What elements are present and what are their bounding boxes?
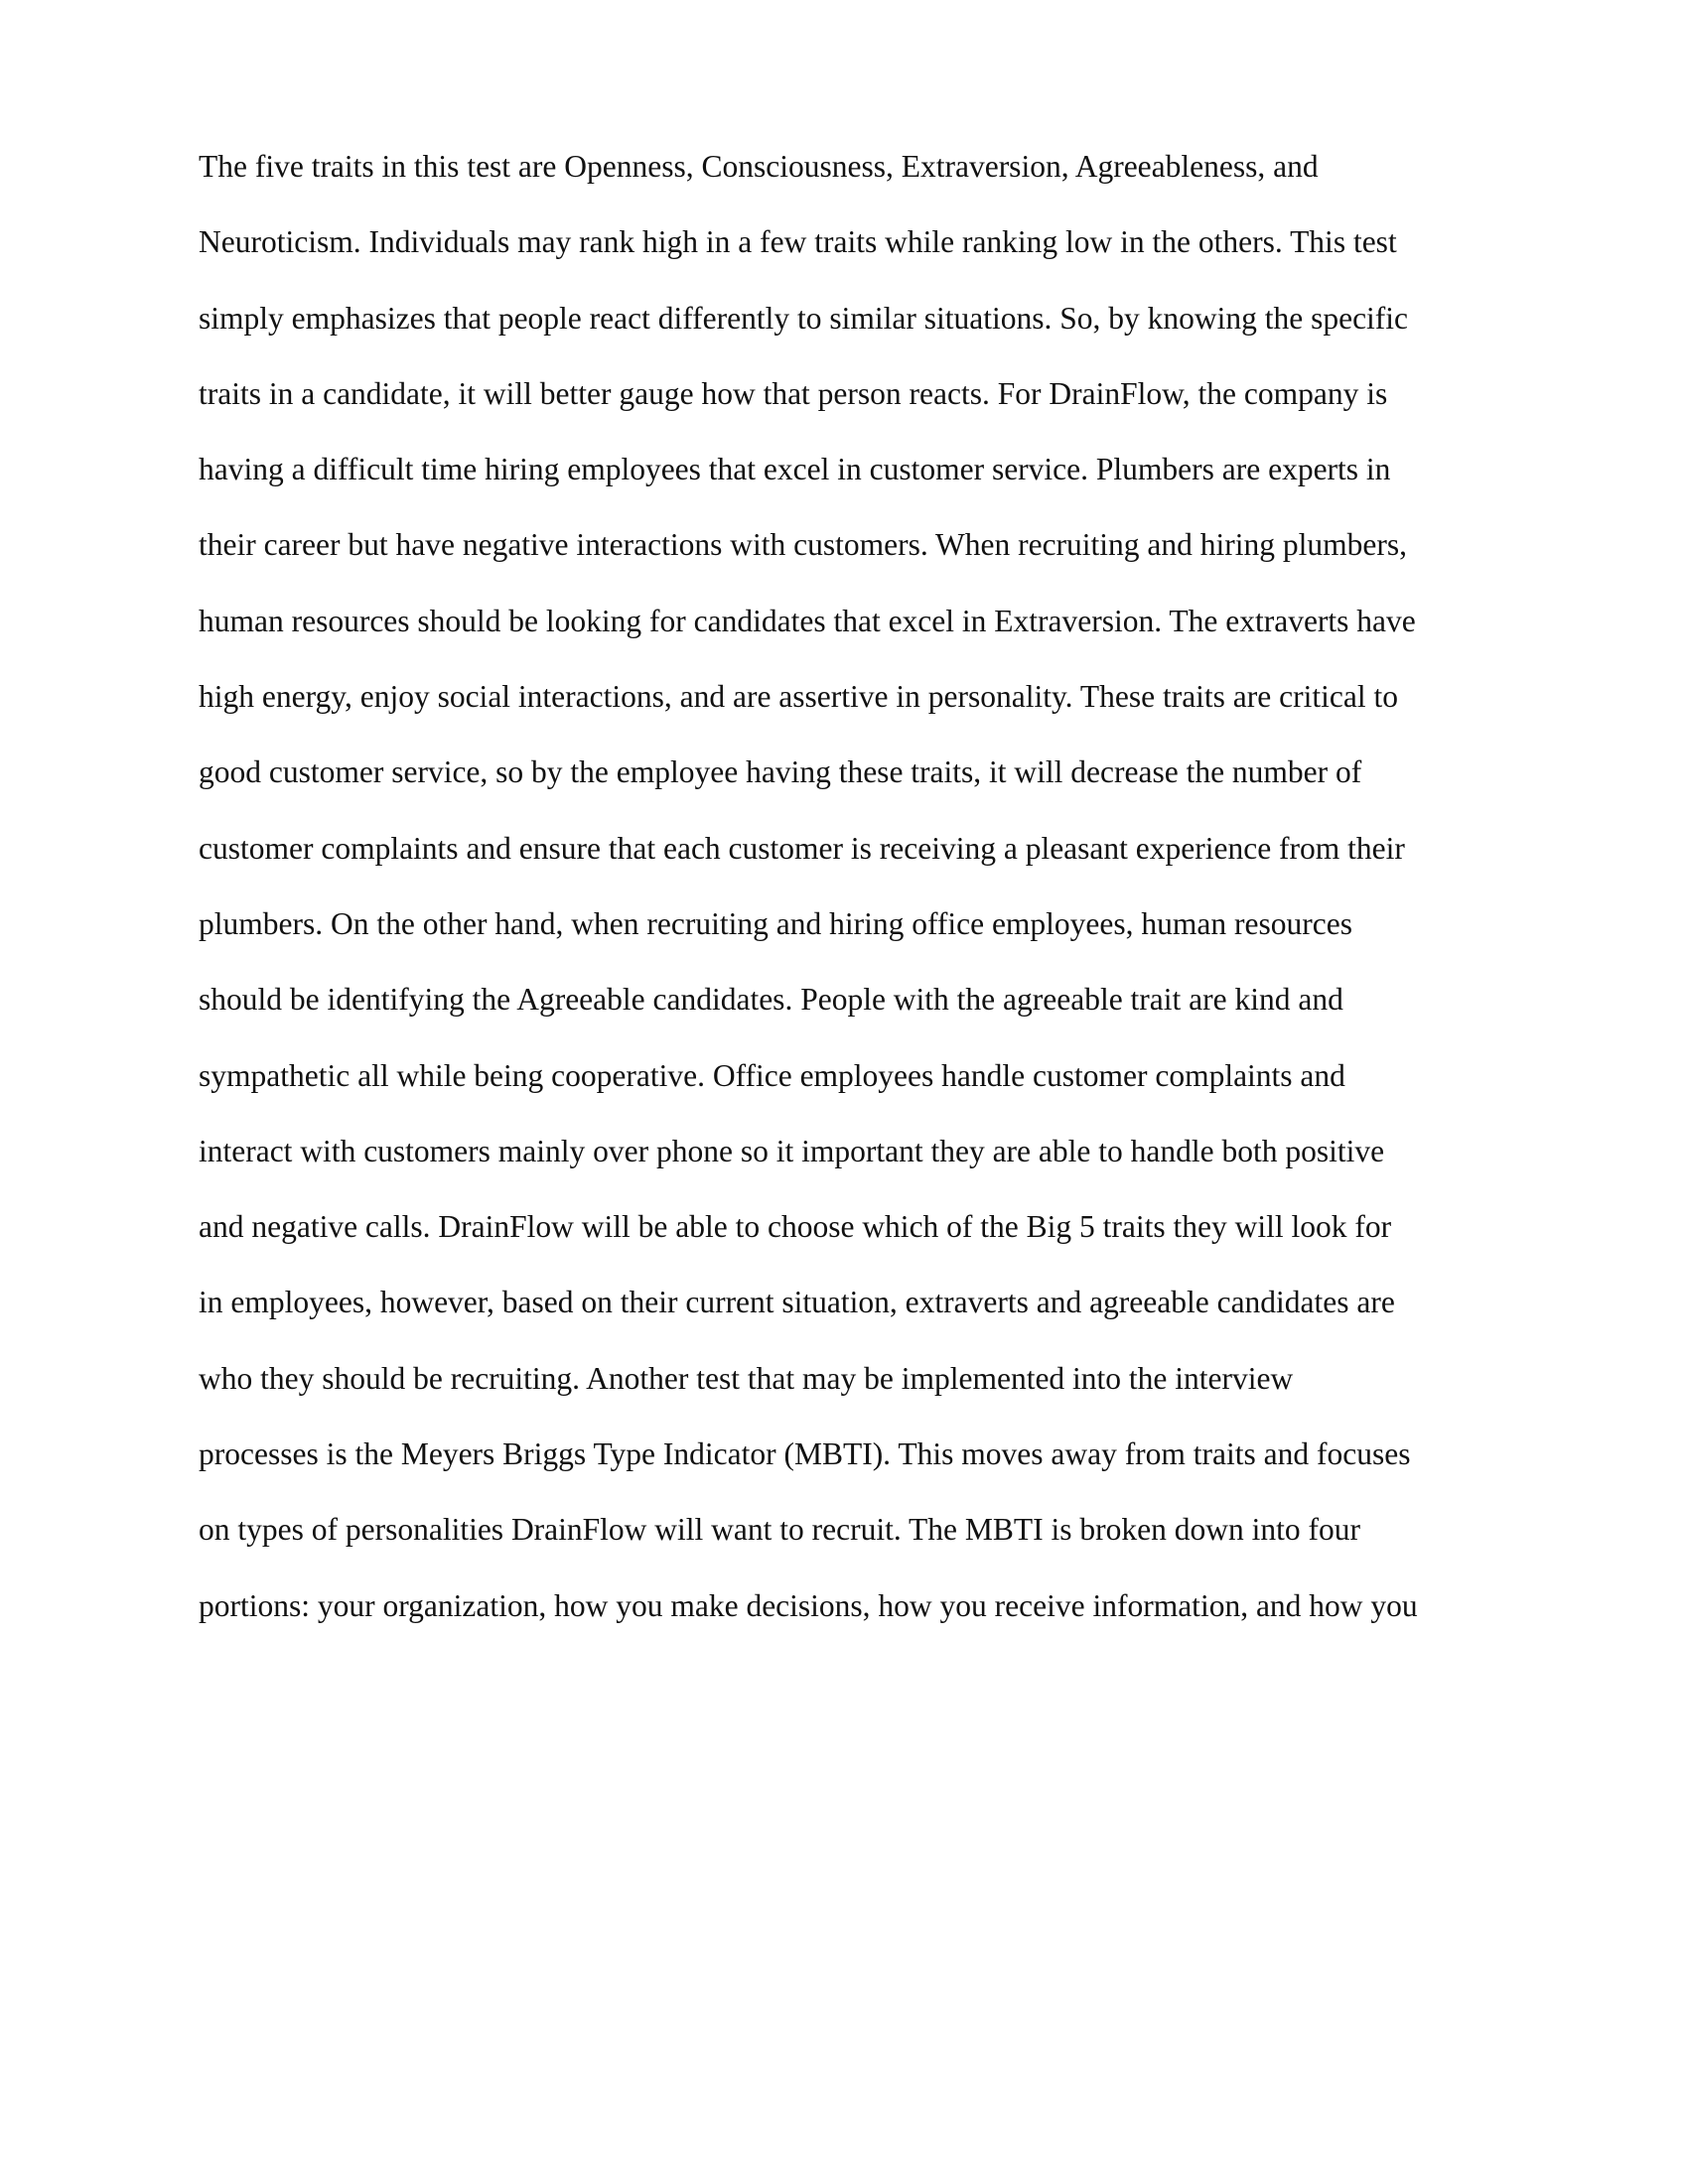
text-line: traits in a candidate, it will better gauge how that person reacts. For DrainFlow, the company is — [199, 375, 1388, 411]
text-line: in employees, however, based on their current situation, extraverts and agreeable candidates are — [199, 1285, 1395, 1320]
body-paragraph — [199, 145, 1509, 1660]
text-line: simply emphasizes that people react differently to similar situations. So, by knowing the specific — [199, 300, 1409, 336]
text-line: good customer service, so by the employee having these traits, it will decrease the number of — [199, 754, 1362, 790]
text-line: should be identifying the Agreeable candidates. People with the agreeable trait are kind and — [199, 982, 1343, 1018]
text-line: The five traits in this test are Openness, Consciousness, Extraversion, Agreeableness, and — [199, 149, 1319, 184]
text-line: having a difficult time hiring employees that excel in customer service. Plumbers are experts in — [199, 452, 1391, 487]
text-line: their career but have negative interactions with customers. When recruiting and hiring plumbers, — [199, 527, 1408, 563]
text-line: and negative calls. DrainFlow will be able to choose which of the Big 5 traits they will look for — [199, 1209, 1392, 1245]
text-line: plumbers. On the other hand, when recruiting and hiring office employees, human resources — [199, 905, 1352, 941]
text-line: interact with customers mainly over phone so it important they are able to handle both positive — [199, 1133, 1385, 1168]
text-line: on types of personalities DrainFlow will want to recruit. The MBTI is broken down into four — [199, 1512, 1360, 1548]
text-line: customer complaints and ensure that each customer is receiving a pleasant experience from their — [199, 830, 1405, 866]
text-line: portions: your organization, how you make decisions, how you receive information, and how you — [199, 1587, 1418, 1623]
text-line: Neuroticism. Individuals may rank high in a few traits while ranking low in the others. This test — [199, 224, 1397, 260]
text-line: human resources should be looking for candidates that excel in Extraversion. The extraverts have — [199, 603, 1416, 638]
text-line: processes is the Meyers Briggs Type Indicator (MBTI). This moves away from traits and focuses — [199, 1436, 1411, 1472]
text-line: sympathetic all while being cooperative. Office employees handle customer complaints and — [199, 1057, 1345, 1093]
text-line: who they should be recruiting. Another test that may be implemented into the interview — [199, 1360, 1294, 1396]
text-line: high energy, enjoy social interactions, and are assertive in personality. These traits are critical to — [199, 679, 1398, 715]
